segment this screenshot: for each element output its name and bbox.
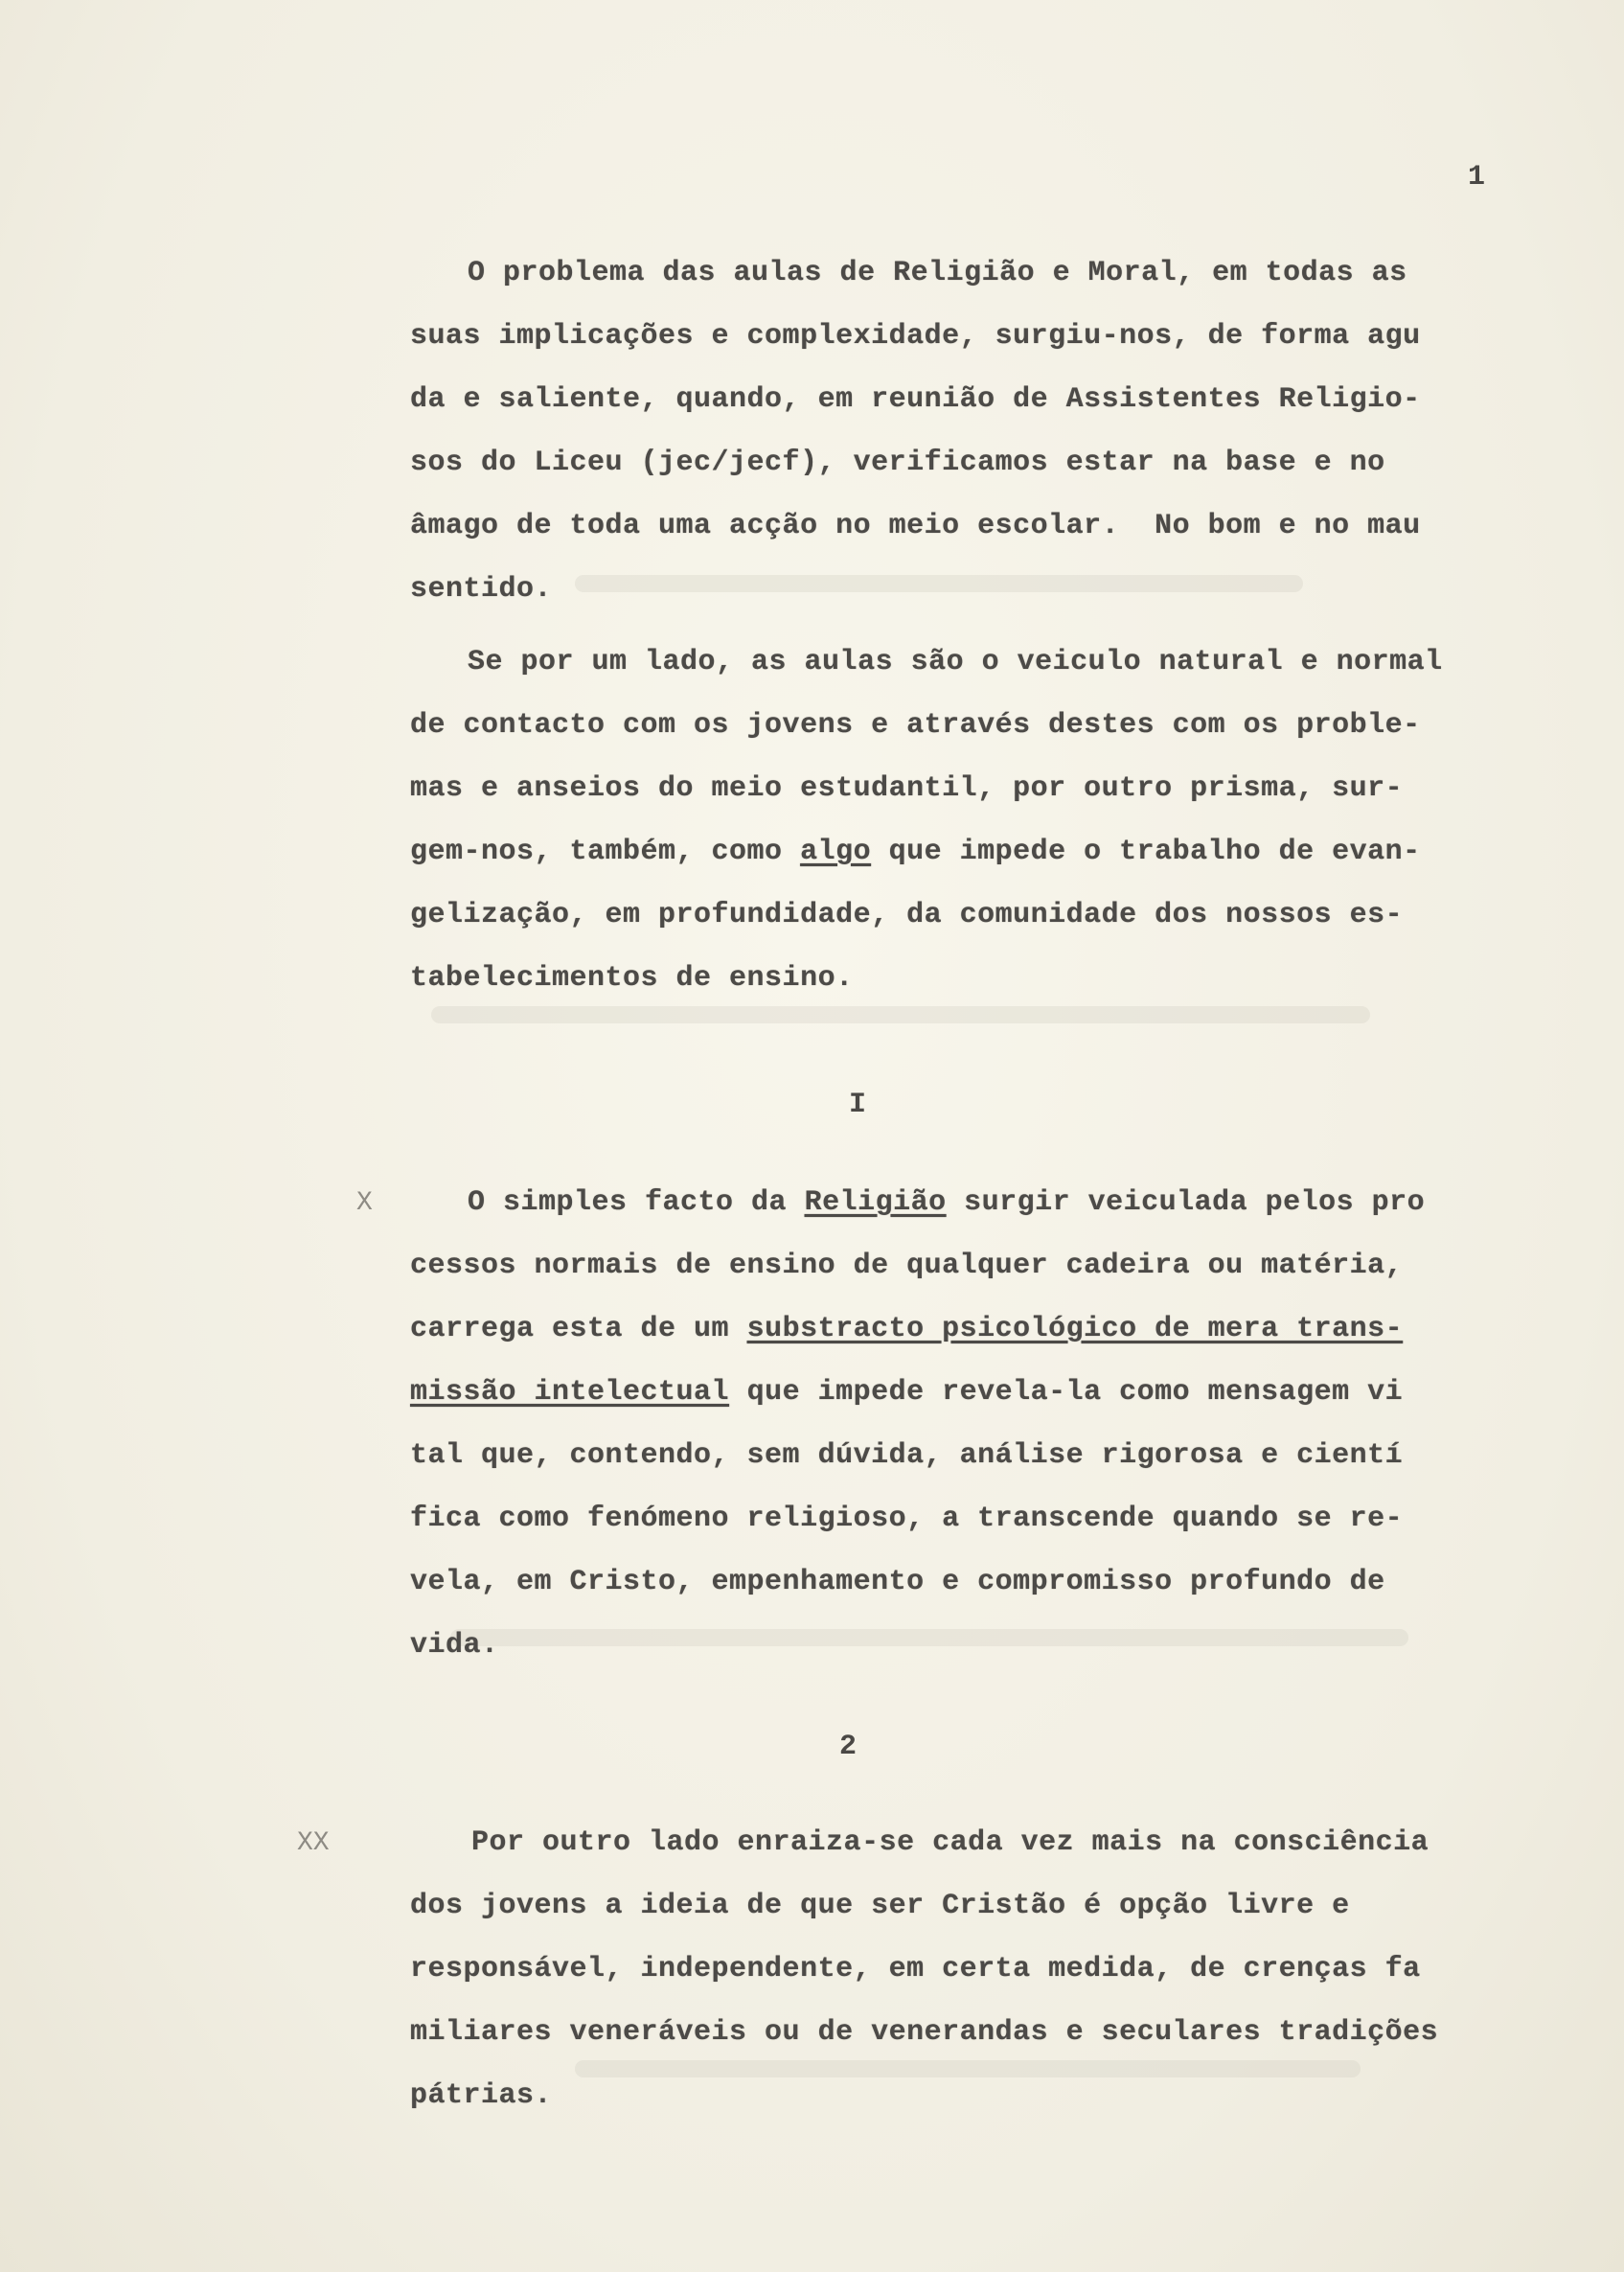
- section-2-line: Por outro lado enraiza-se cada vez mais na consciência: [471, 1826, 1430, 1859]
- page-number: 1: [1468, 161, 1486, 194]
- section-2-margin-mark: XX: [297, 1828, 330, 1858]
- underlined-word: algo: [800, 836, 872, 868]
- section-1-line: vida.: [410, 1629, 499, 1662]
- section-2-line: dos jovens a ideia de que ser Cristão é opção livre e: [410, 1890, 1350, 1922]
- line-text: que impede revela-la como mensagem vi: [729, 1376, 1404, 1409]
- underlined-word: Religião: [804, 1186, 947, 1219]
- line-text: gem-nos, também, como: [410, 836, 801, 868]
- paragraph-2-line: de contacto com os jovens e através destes com os proble-: [410, 709, 1421, 742]
- show-through-mark: [431, 1006, 1370, 1023]
- underlined-phrase: missão intelectual: [410, 1376, 730, 1409]
- section-1-line: [410, 1313, 1403, 1345]
- paragraph-1-line: sentido.: [410, 573, 553, 606]
- section-1-line: tal que, contendo, sem dúvida, análise rigorosa e cientí: [410, 1439, 1404, 1472]
- section-1-line: fica como fenómeno religioso, a transcende quando se re-: [410, 1503, 1404, 1535]
- show-through-mark: [575, 575, 1303, 592]
- underlined-phrase: substracto psicológico de mera trans-: [746, 1313, 1404, 1345]
- section-2-number: 2: [839, 1731, 858, 1763]
- section-2-line: miliares veneráveis ou de venerandas e seculares tradições: [410, 2016, 1439, 2049]
- section-2-line: responsável, independente, em certa medida, de crenças fa: [410, 1953, 1421, 1985]
- show-through-mark: [450, 1629, 1408, 1646]
- paragraph-2-line: mas e anseios do meio estudantil, por outro prisma, sur-: [410, 772, 1404, 805]
- paragraph-2-line: gelização, em profundidade, da comunidade dos nossos es-: [410, 899, 1404, 931]
- section-1-margin-mark: X: [356, 1188, 373, 1218]
- paragraph-2-line: tabelecimentos de ensino.: [410, 962, 854, 995]
- line-text: carrega esta de um: [410, 1313, 747, 1345]
- paragraph-1-line: suas implicações e complexidade, surgiu-nos, de forma agu: [410, 320, 1421, 353]
- paragraph-1-line: da e saliente, quando, em reunião de Assistentes Religio-: [410, 383, 1421, 416]
- paragraph-2-line: Se por um lado, as aulas são o veiculo natural e normal: [468, 646, 1443, 678]
- section-1-line: [410, 1376, 1403, 1409]
- line-text: surgir veiculada pelos pro: [946, 1186, 1426, 1219]
- line-text: que impede o trabalho de evan-: [871, 836, 1421, 868]
- paragraph-1-line: âmago de toda uma acção no meio escolar. No bom e no mau: [410, 510, 1421, 542]
- paragraph-1-line: O problema das aulas de Religião e Moral, em todas as: [468, 257, 1407, 289]
- paragraph-1-line: sos do Liceu (jec/jecf), verificamos estar na base e no: [410, 447, 1385, 479]
- line-text: O simples facto da: [468, 1186, 805, 1219]
- show-through-mark: [575, 2060, 1361, 2077]
- section-1-line: vela, em Cristo, empenhamento e compromisso profundo de: [410, 1566, 1385, 1598]
- paragraph-2-line: [410, 836, 1421, 868]
- section-1-line: [468, 1186, 1425, 1219]
- section-2-line: pátrias.: [410, 2079, 553, 2112]
- section-1-line: cessos normais de ensino de qualquer cadeira ou matéria,: [410, 1250, 1404, 1282]
- section-1-number: I: [849, 1089, 867, 1121]
